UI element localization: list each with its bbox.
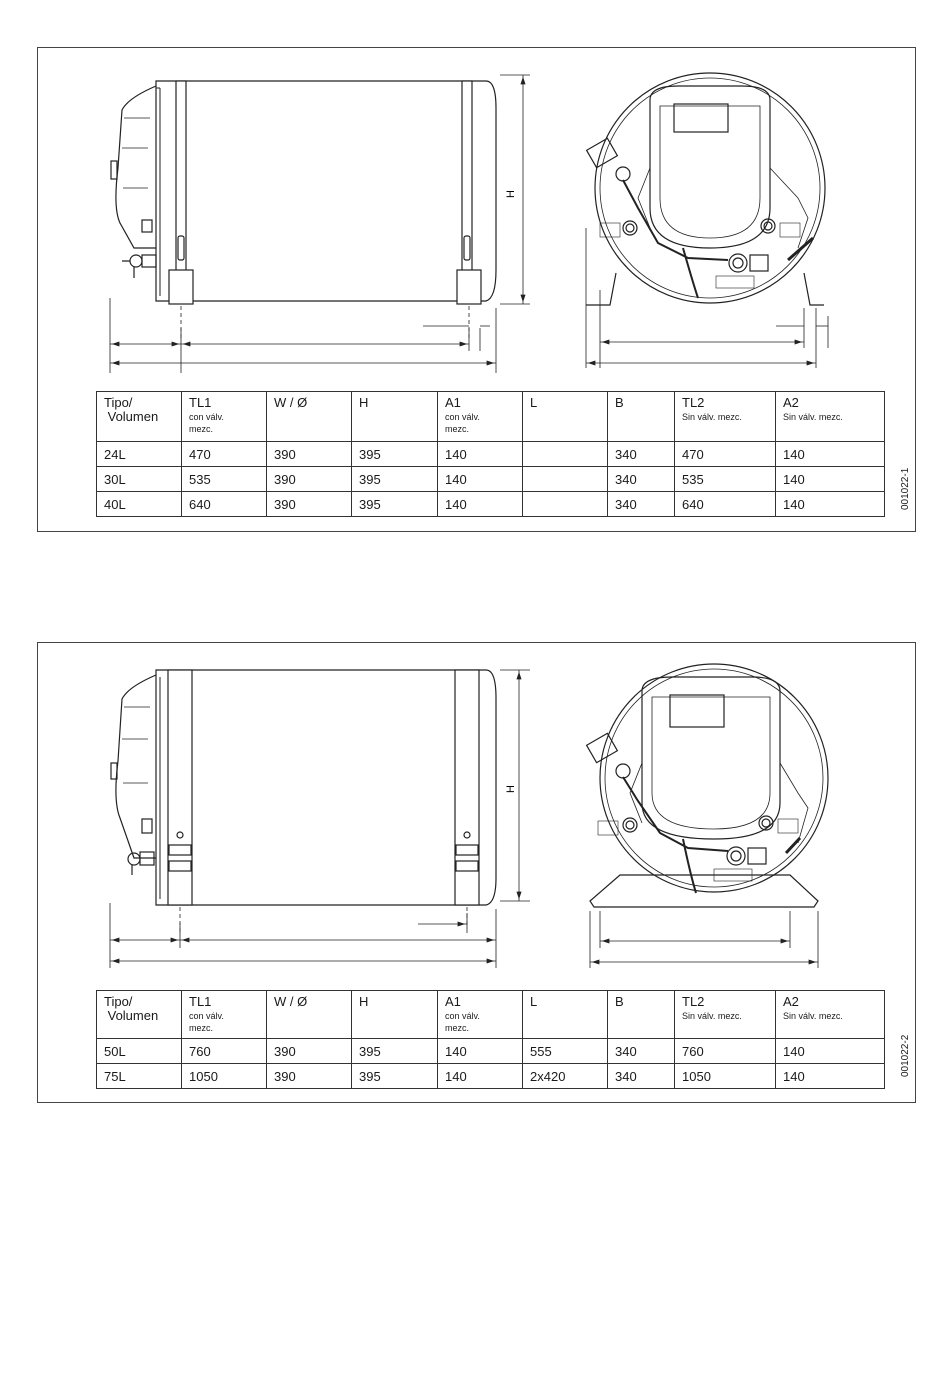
table-cell: 140 xyxy=(776,467,885,492)
spec-panel-2 xyxy=(37,642,916,1103)
table-cell: 340 xyxy=(608,492,675,517)
technical-drawing-1 xyxy=(38,48,917,388)
spec-panel-1 xyxy=(37,47,916,532)
header-h: H xyxy=(352,392,438,442)
height-label-2: H xyxy=(505,785,517,793)
table-cell: 535 xyxy=(182,467,267,492)
table-cell: 395 xyxy=(352,442,438,467)
header-l: L xyxy=(523,991,608,1039)
table-row xyxy=(97,467,885,492)
table-cell: 140 xyxy=(438,467,523,492)
end-view-2 xyxy=(587,664,828,907)
table-cell xyxy=(523,492,608,517)
header-a2: A2 Sin válv. mezc. xyxy=(776,991,885,1039)
header-l: L xyxy=(523,392,608,442)
table-cell: 140 xyxy=(776,1064,885,1089)
header-tl1: TL1 con válv. mezc. xyxy=(182,991,267,1039)
table-row xyxy=(97,1039,885,1064)
side-view-2 xyxy=(111,670,496,933)
spec-table-1-body xyxy=(97,442,885,517)
header-tl2: TL2 Sin válv. mezc. xyxy=(675,392,776,442)
header-tipo-volumen: Tipo/ Volumen xyxy=(97,991,182,1039)
table-cell: 340 xyxy=(608,1064,675,1089)
table-cell: 555 xyxy=(523,1039,608,1064)
table-cell: 470 xyxy=(182,442,267,467)
side-view-1 xyxy=(111,81,496,338)
table-cell: 75L xyxy=(97,1064,182,1089)
header-h: H xyxy=(352,991,438,1039)
table-cell: 395 xyxy=(352,467,438,492)
table-cell: 30L xyxy=(97,467,182,492)
table-cell: 340 xyxy=(608,467,675,492)
table-cell: 390 xyxy=(267,1064,352,1089)
header-w-diameter: W / Ø xyxy=(267,392,352,442)
table-cell: 760 xyxy=(675,1039,776,1064)
table-cell: 24L xyxy=(97,442,182,467)
spec-table-1 xyxy=(96,391,885,517)
table-cell: 470 xyxy=(675,442,776,467)
table-cell: 395 xyxy=(352,492,438,517)
table-cell: 140 xyxy=(438,492,523,517)
end-view-dimensions-2 xyxy=(590,911,818,968)
spec-table-2 xyxy=(96,990,885,1089)
technical-drawing-2 xyxy=(38,643,917,983)
table-cell: 140 xyxy=(438,1039,523,1064)
table-cell: 340 xyxy=(608,1039,675,1064)
table-cell: 640 xyxy=(675,492,776,517)
table-cell: 140 xyxy=(776,1039,885,1064)
header-b: B xyxy=(608,392,675,442)
table-cell: 140 xyxy=(438,442,523,467)
table-cell: 50L xyxy=(97,1039,182,1064)
height-label-1: H xyxy=(505,190,517,198)
header-tipo-volumen: Tipo/ Volumen xyxy=(97,392,182,442)
table-cell: 390 xyxy=(267,492,352,517)
table-cell: 140 xyxy=(438,1064,523,1089)
header-w-diameter: W / Ø xyxy=(267,991,352,1039)
end-view-1 xyxy=(586,73,825,305)
header-tl1: TL1 con válv. mezc. xyxy=(182,392,267,442)
table-cell: 2x420 xyxy=(523,1064,608,1089)
table-cell: 390 xyxy=(267,442,352,467)
table-cell: 140 xyxy=(776,442,885,467)
header-tl2: TL2 Sin válv. mezc. xyxy=(675,991,776,1039)
header-a1: A1 con válv. mezc. xyxy=(438,392,523,442)
table-cell xyxy=(523,467,608,492)
table-row xyxy=(97,442,885,467)
table-cell: 390 xyxy=(267,1039,352,1064)
table-cell: 390 xyxy=(267,467,352,492)
table-cell: 1050 xyxy=(675,1064,776,1089)
table-row xyxy=(97,492,885,517)
table-cell: 395 xyxy=(352,1064,438,1089)
table-cell: 140 xyxy=(776,492,885,517)
table-cell: 340 xyxy=(608,442,675,467)
table-cell: 1050 xyxy=(182,1064,267,1089)
spec-table-2-body xyxy=(97,1039,885,1089)
header-b: B xyxy=(608,991,675,1039)
header-a2: A2 Sin válv. mezc. xyxy=(776,392,885,442)
table-cell: 535 xyxy=(675,467,776,492)
header-a1: A1 con válv. mezc. xyxy=(438,991,523,1039)
figure-code-1: 001022-1 xyxy=(900,467,911,510)
table-cell: 640 xyxy=(182,492,267,517)
figure-code-2: 001022-2 xyxy=(900,1034,911,1077)
table-row xyxy=(97,1064,885,1089)
table-cell: 760 xyxy=(182,1039,267,1064)
table-cell xyxy=(523,442,608,467)
table-cell: 40L xyxy=(97,492,182,517)
table-cell: 395 xyxy=(352,1039,438,1064)
